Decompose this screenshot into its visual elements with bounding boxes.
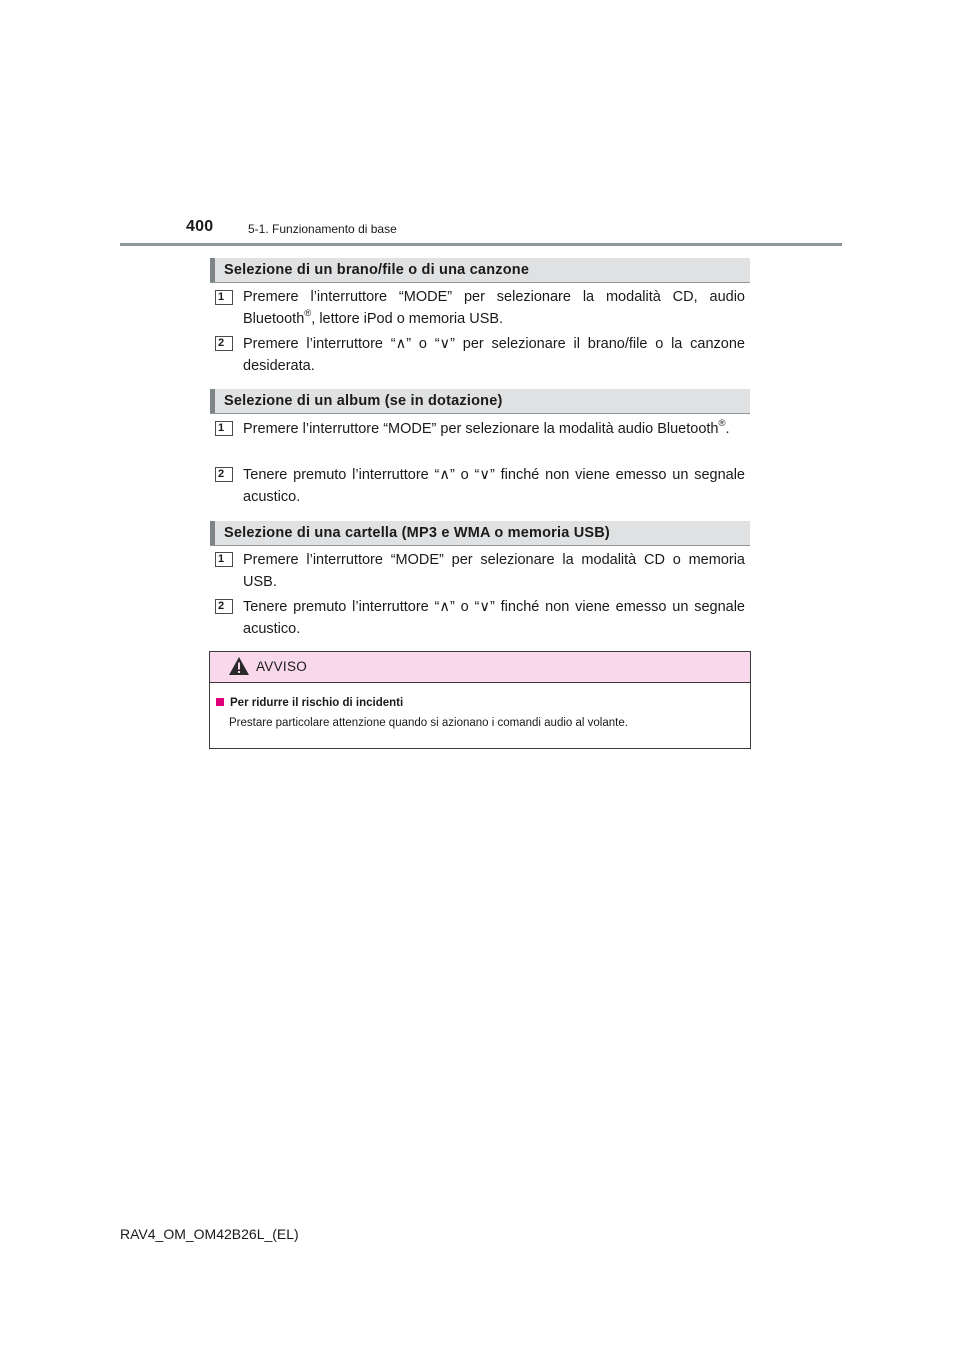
- section-heading: [210, 389, 750, 414]
- warning-subtitle: Per ridurre il rischio di incidenti: [216, 697, 403, 709]
- header-rule: [120, 243, 842, 246]
- step-number: 2: [215, 336, 233, 351]
- section-heading: [210, 258, 750, 283]
- step-number: 2: [215, 467, 233, 482]
- section-heading-text: Selezione di un brano/file o di una canzone: [224, 262, 530, 278]
- step-number: 1: [215, 421, 233, 436]
- step-text: Premere l’interruttore “∧” o “∨” per selezionare il brano/file o la canzone desiderata.: [243, 336, 745, 374]
- warning-triangle-icon: [228, 656, 250, 676]
- step-text: Premere l’interruttore “MODE” per selezionare la modalità CD, audio Bluetooth®, lettore iPod o memoria USB.: [243, 289, 745, 327]
- step-text: Tenere premuto l’interruttore “∧” o “∨” finché non viene emesso un segnale acustico.: [243, 467, 745, 505]
- document-code: RAV4_OM_OM42B26L_(EL): [120, 1226, 299, 1242]
- section-heading-text: Selezione di un album (se in dotazione): [224, 393, 503, 409]
- square-bullet-icon: [216, 698, 224, 706]
- step-text: Tenere premuto l’interruttore “∧” o “∨” finché non viene emesso un segnale acustico.: [243, 599, 745, 637]
- step-number: 1: [215, 552, 233, 567]
- step-text: Premere l’interruttore “MODE” per selezionare la modalità audio Bluetooth®.: [243, 418, 730, 437]
- step-number: 1: [215, 290, 233, 305]
- step-number: 2: [215, 599, 233, 614]
- section-heading: [210, 521, 750, 546]
- warning-box: [209, 651, 751, 749]
- warning-body: Prestare particolare attenzione quando si azionano i comandi audio al volante.: [229, 717, 628, 729]
- warning-title: AVVISO: [256, 659, 308, 674]
- warning-header: [210, 652, 750, 683]
- section-title: 5-1. Funzionamento di base: [248, 222, 397, 236]
- page-number: 400: [186, 218, 214, 235]
- section-heading-text: Selezione di una cartella (MP3 e WMA o memoria USB): [224, 525, 610, 541]
- step-text: Premere l’interruttore “MODE” per selezionare la modalità CD o memoria USB.: [243, 552, 745, 590]
